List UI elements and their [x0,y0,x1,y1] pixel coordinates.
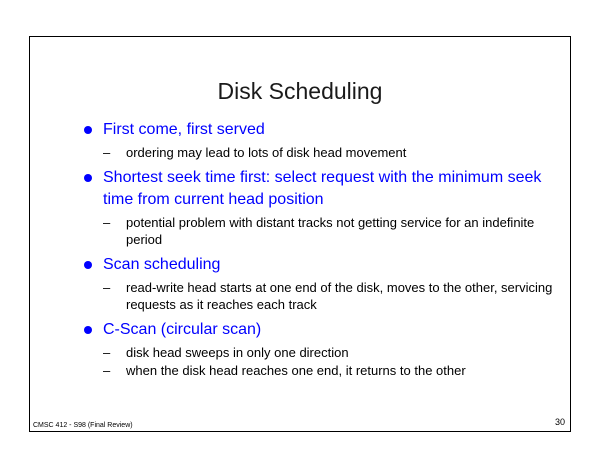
dash-icon: – [103,145,111,160]
bullet-text: Scan scheduling [103,256,221,273]
sub-bullet-group [80,279,560,313]
bullet-item [80,167,560,211]
bullet-item [80,254,560,276]
dash-icon: – [103,363,111,378]
slide [29,36,571,432]
bullet-dot-icon [84,126,92,134]
sub-bullet-group [80,344,560,379]
bullet-dot-icon [84,174,92,182]
sub-bullet-text: potential problem with distant tracks not getting service for an indefinite period [126,215,535,247]
bullet-list [80,119,560,385]
sub-bullet-text: read-write head starts at one end of the disk, moves to the other, servicing requests as it reaches each track [126,280,553,312]
sub-bullet [80,144,560,161]
bullet-dot-icon [84,326,92,334]
dash-icon: – [103,345,111,360]
bullet-dot-icon [84,261,92,269]
sub-bullet-text: when the disk head reaches one end, it returns to the other [126,363,466,378]
bullet-text: First come, first served [103,121,265,138]
bullet-text: Shortest seek time first: select request with the minimum seek time from current head position [103,169,542,208]
page-number: 30 [554,417,565,427]
dash-icon: – [103,215,111,230]
dash-icon: – [103,280,111,295]
sub-bullet [80,214,560,248]
slide-title: Disk Scheduling [217,78,383,104]
sub-bullet-text: ordering may lead to lots of disk head movement [126,145,407,160]
bullet-text: C-Scan (circular scan) [103,321,262,338]
sub-bullet-group [80,214,560,248]
sub-bullet-text: disk head sweeps in only one direction [126,345,349,360]
sub-bullet-group [80,144,560,161]
sub-bullet [80,344,560,361]
sub-bullet [80,279,560,313]
footer-course-label: CMSC 412 - S98 (Final Review) [33,422,133,429]
bullet-item [80,119,560,141]
sub-bullet [80,362,560,379]
bullet-item [80,319,560,341]
